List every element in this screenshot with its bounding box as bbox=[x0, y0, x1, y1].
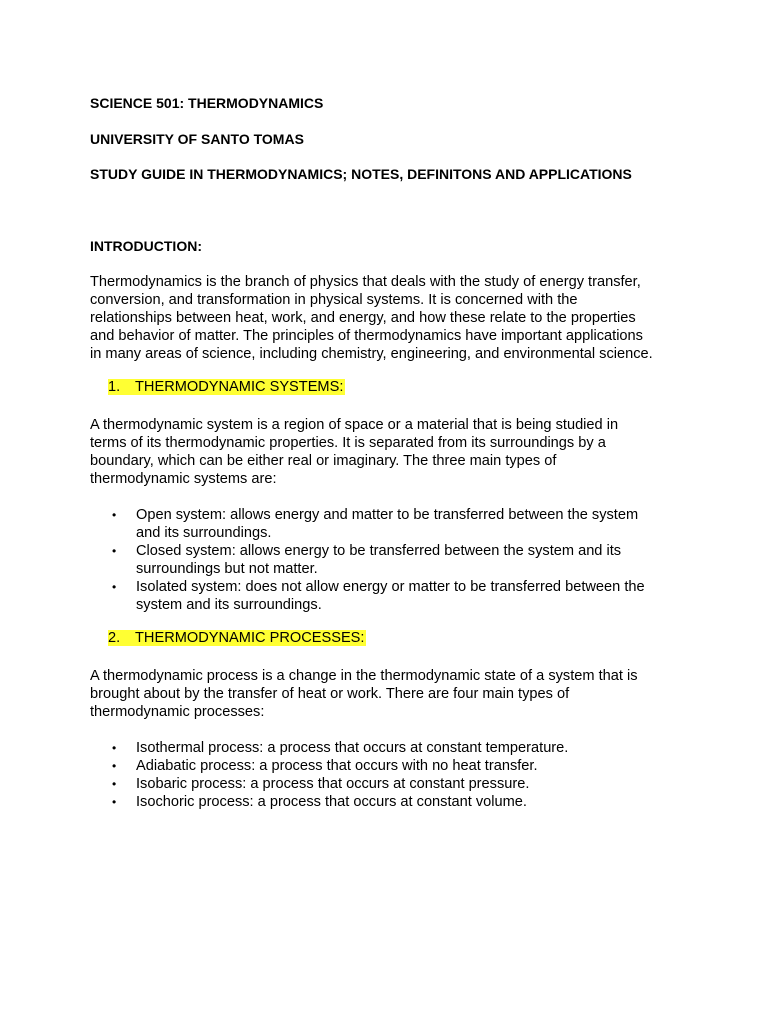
paragraph-line: thermodynamic systems are: bbox=[90, 471, 277, 487]
list-item-line: Isolated system: does not allow energy or matter to be transferred between the bbox=[136, 579, 645, 595]
list-item bbox=[90, 739, 690, 757]
list-item bbox=[90, 542, 690, 578]
bullet-icon: • bbox=[112, 759, 117, 773]
list-item-line: surroundings but not matter. bbox=[136, 561, 318, 577]
section-title-text: THERMODYNAMIC PROCESSES: bbox=[135, 630, 365, 646]
list-item-line: Isobaric process: a process that occurs at constant pressure. bbox=[136, 776, 530, 792]
paragraph-line: relationships between heat, work, and energy, and how these relate to the properties bbox=[90, 310, 636, 326]
processes-paragraph bbox=[90, 667, 690, 721]
paragraph-line: boundary, which can be either real or imaginary. The three main types of bbox=[90, 453, 557, 469]
bullet-icon: • bbox=[112, 795, 117, 809]
introduction-heading: INTRODUCTION: bbox=[90, 238, 202, 254]
highlight-mark bbox=[108, 379, 345, 395]
paragraph-line: terms of its thermodynamic properties. It is separated from its surroundings by a bbox=[90, 435, 606, 451]
highlight-mark bbox=[108, 630, 366, 646]
guide-title: STUDY GUIDE IN THERMODYNAMICS; NOTES, DEFINITONS AND APPLICATIONS bbox=[90, 166, 632, 182]
paragraph-line: A thermodynamic system is a region of space or a material that is being studied in bbox=[90, 417, 619, 433]
paragraph-line: conversion, and transformation in physical systems. It is concerned with the bbox=[90, 292, 578, 308]
section-number: 2. bbox=[108, 630, 121, 646]
paragraph-line: thermodynamic processes: bbox=[90, 704, 265, 720]
section-number: 1. bbox=[108, 379, 121, 395]
list-item-line: Open system: allows energy and matter to be transferred between the system bbox=[136, 507, 639, 523]
bullet-icon: • bbox=[112, 580, 117, 594]
bullet-icon: • bbox=[112, 544, 117, 558]
section-title-thermodynamic-processes bbox=[108, 629, 366, 647]
bullet-icon: • bbox=[112, 508, 117, 522]
university-name: UNIVERSITY OF SANTO TOMAS bbox=[90, 131, 304, 147]
bullet-icon: • bbox=[112, 741, 117, 755]
paragraph-line: Thermodynamics is the branch of physics that deals with the study of energy transfer, bbox=[90, 274, 641, 290]
list-item bbox=[90, 775, 690, 793]
list-item bbox=[90, 793, 690, 811]
list-item-line: Closed system: allows energy to be transferred between the system and its bbox=[136, 543, 622, 559]
course-title: SCIENCE 501: THERMODYNAMICS bbox=[90, 95, 324, 111]
introduction-paragraph bbox=[90, 273, 690, 363]
list-item-line: Adiabatic process: a process that occurs with no heat transfer. bbox=[136, 758, 538, 774]
section-title-text: THERMODYNAMIC SYSTEMS: bbox=[135, 379, 344, 395]
list-item-line: and its surroundings. bbox=[136, 525, 272, 541]
processes-bullet-list bbox=[90, 739, 690, 811]
paragraph-line: and behavior of matter. The principles of thermodynamics have important applications bbox=[90, 328, 643, 344]
list-item bbox=[90, 506, 690, 542]
systems-paragraph bbox=[90, 416, 690, 488]
systems-bullet-list bbox=[90, 506, 690, 614]
paragraph-line: in many areas of science, including chemistry, engineering, and environmental science. bbox=[90, 346, 653, 362]
list-item bbox=[90, 757, 690, 775]
paragraph-line: brought about by the transfer of heat or work. There are four main types of bbox=[90, 686, 570, 702]
bullet-icon: • bbox=[112, 777, 117, 791]
list-item bbox=[90, 578, 690, 614]
paragraph-line: A thermodynamic process is a change in the thermodynamic state of a system that is bbox=[90, 668, 638, 684]
list-item-line: Isochoric process: a process that occurs at constant volume. bbox=[136, 794, 527, 810]
section-title-thermodynamic-systems bbox=[108, 378, 345, 396]
list-item-line: system and its surroundings. bbox=[136, 597, 322, 613]
list-item-line: Isothermal process: a process that occurs at constant temperature. bbox=[136, 740, 569, 756]
